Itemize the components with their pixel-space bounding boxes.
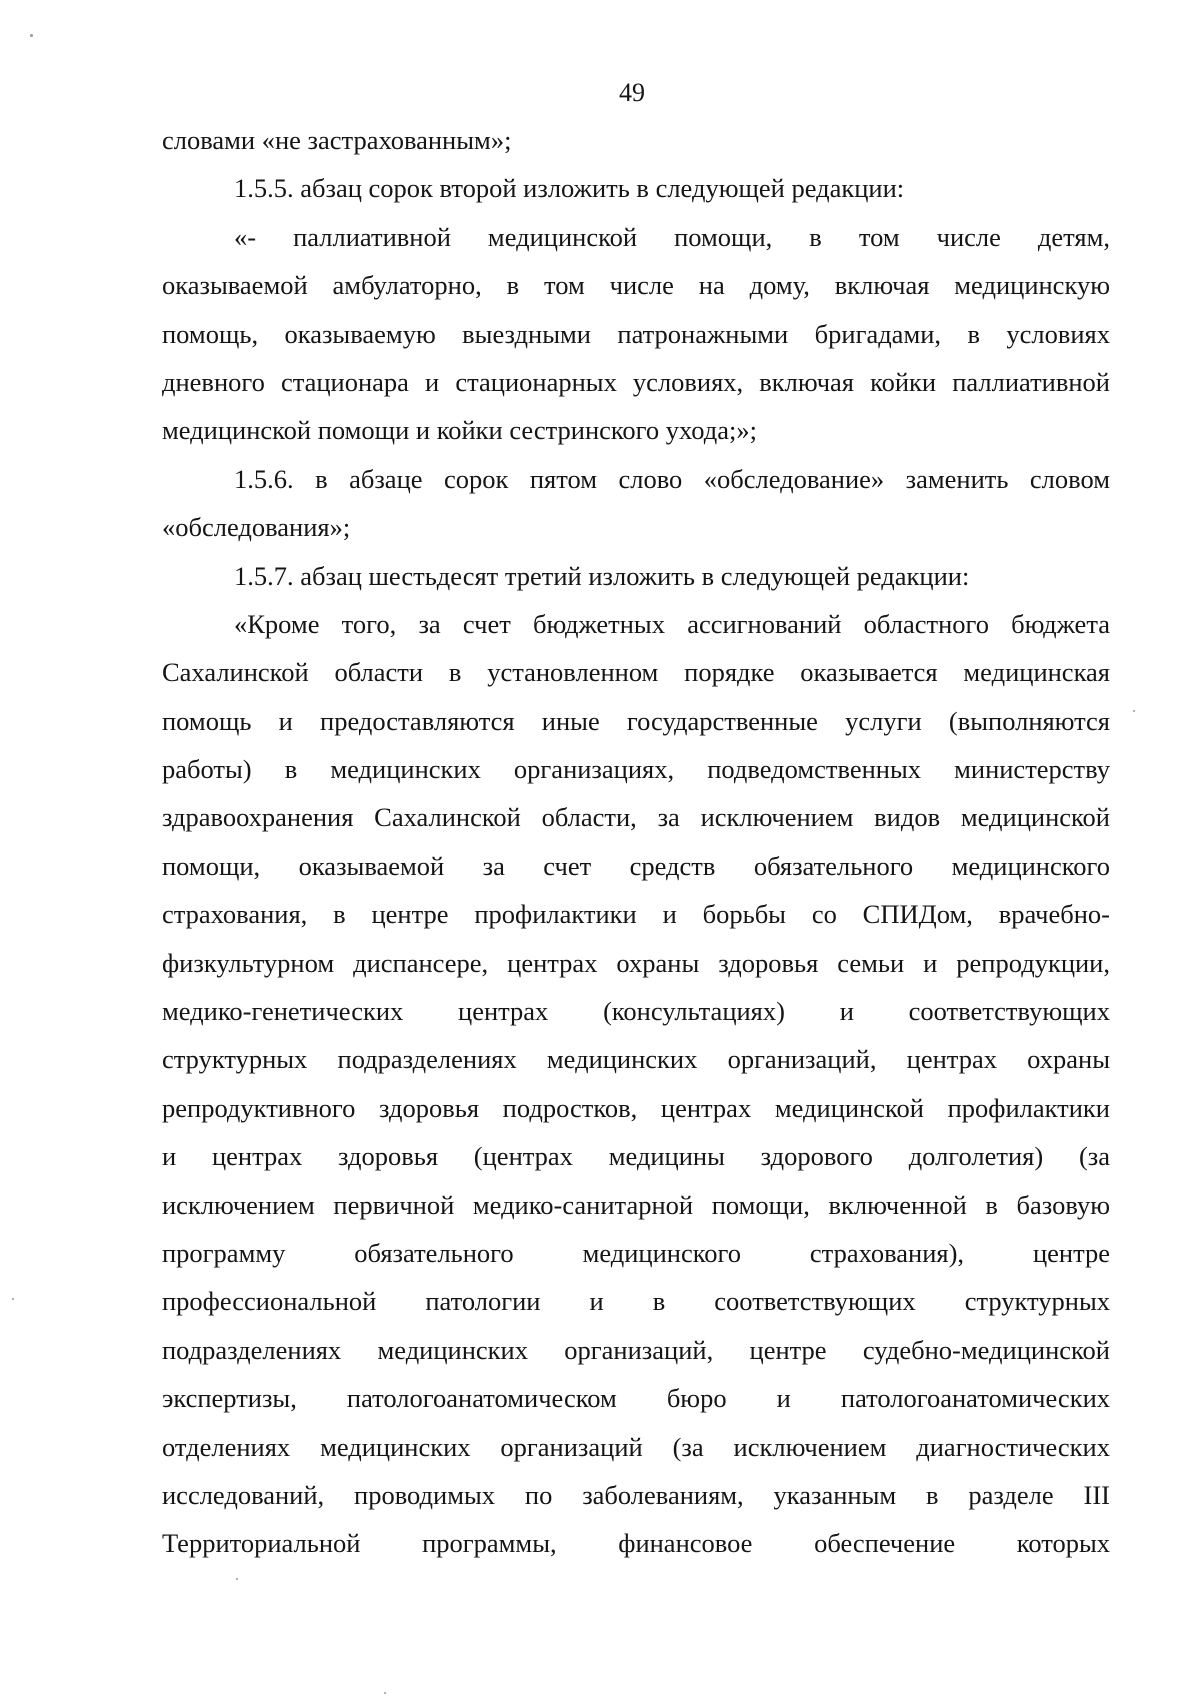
text-line: «Кроме того, за счет бюджетных ассигнований областного бюджета [234, 608, 1110, 639]
text-line: 1.5.5. абзац сорок второй изложить в следующей редакции: [234, 173, 905, 204]
text-line: профессиональной патологии и в соответствующих структурных [162, 1286, 1110, 1317]
text-line: 1.5.7. абзац шестьдесят третий изложить в следующей редакции: [234, 560, 970, 591]
text-line: словами «не застрахованным»; [162, 125, 512, 155]
page-number: 49 [619, 78, 645, 107]
text-line: «обследования»; [162, 512, 351, 543]
text-line: и центрах здоровья (центрах медицины здорового долголетия) (за [162, 1141, 1110, 1172]
text-line: страхования, в центре профилактики и борьбы со СПИДом, врачебно- [162, 899, 1110, 930]
scan-speck [1133, 710, 1135, 712]
text-line: Территориальной программы, финансовое обеспечение которых [162, 1528, 1110, 1559]
text-line: отделениях медицинских организаций (за исключением диагностических [162, 1431, 1110, 1462]
text-line: экспертизы, патологоанатомическом бюро и патологоанатомических [162, 1383, 1110, 1414]
document-body [162, 116, 1110, 1568]
scan-speck [384, 1692, 386, 1694]
text-line: помощь, оказываемую выездными патронажными бригадами, в условиях [162, 318, 1110, 349]
text-line: 1.5.6. в абзаце сорок пятом слово «обследование» заменить словом [234, 463, 1110, 494]
text-line: дневного стационара и стационарных условиях, включая койки паллиативной [162, 366, 1110, 397]
text-line: оказываемой амбулаторно, в том числе на дому, включая медицинскую [162, 270, 1110, 301]
text-line: исключением первичной медико-санитарной помощи, включенной в базовую [162, 1189, 1110, 1220]
text-line: «- паллиативной медицинской помощи, в том числе детям, [234, 221, 1110, 252]
text-line: работы) в медицинских организациях, подведомственных министерству [162, 754, 1110, 785]
text-line: подразделениях медицинских организаций, центре судебно-медицинской [162, 1334, 1110, 1365]
text-line: структурных подразделениях медицинских организаций, центрах охраны [162, 1044, 1110, 1075]
text-line: медико-генетических центрах (консультациях) и соответствующих [162, 996, 1110, 1027]
text-line: репродуктивного здоровья подростков, центрах медицинской профилактики [162, 1092, 1110, 1123]
scan-speck [30, 34, 33, 37]
text-line: Сахалинской области в установленном порядке оказывается медицинская [162, 657, 1110, 688]
text-line: помощь и предоставляются иные государственные услуги (выполняются [162, 705, 1110, 736]
text-line: программу обязательного медицинского страхования), центре [162, 1237, 1110, 1268]
text-line: здравоохранения Сахалинской области, за исключением видов медицинской [162, 802, 1110, 833]
scan-speck [236, 1578, 238, 1580]
text-line: физкультурном диспансере, центрах охраны здоровья семьи и репродукции, [162, 947, 1110, 978]
text-line: исследований, проводимых по заболеваниям, указанным в разделе III [162, 1479, 1110, 1510]
scan-speck [12, 1298, 14, 1300]
text-line: медицинской помощи и койки сестринского ухода;»; [162, 415, 757, 446]
text-line: помощи, оказываемой за счет средств обязательного медицинского [162, 850, 1110, 881]
